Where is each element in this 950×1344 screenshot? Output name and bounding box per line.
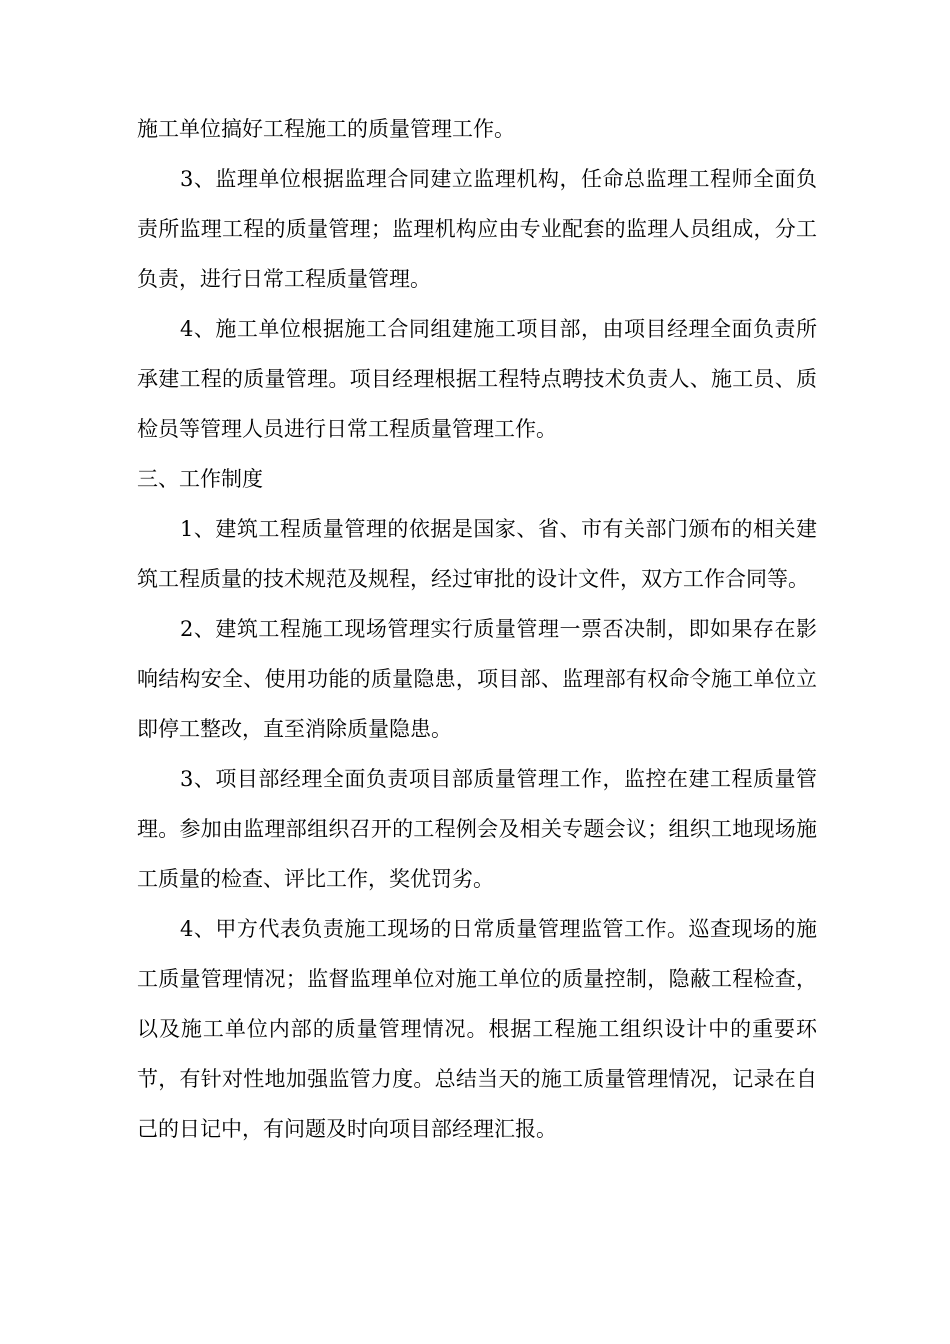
paragraph-rule-2: 2、建筑工程施工现场管理实行质量管理一票否决制，即如果存在影响结构安全、使用功能的质量隐患，项目部、监理部有权命令施工单位立即停工整改，直至消除质量隐患。 (137, 617, 817, 741)
paragraph-rule-4: 4、甲方代表负责施工现场的日常质量管理监管工作。巡查现场的施工质量管理情况；监督监理单位对施工单位的质量控制，隐蔽工程检查，以及施工单位内部的质量管理情况。根据工程施工组织设计中的重要环节，有针对性地加强监管力度。总结当天的施工质量管理情况，记录在自己的日记中，有问题及时向项目部经理汇报。 (137, 917, 817, 1141)
document-page (137, 104, 817, 1154)
section-heading-work-system: 三、工作制度 (137, 467, 263, 491)
paragraph-continuation: 施工单位搞好工程施工的质量管理工作。 (137, 117, 515, 141)
paragraph-rule-3: 3、项目部经理全面负责项目部质量管理工作，监控在建工程质量管理。参加由监理部组织召开的工程例会及相关专题会议；组织工地现场施工质量的检查、评比工作，奖优罚劣。 (137, 767, 817, 891)
paragraph-item-4-construction: 4、施工单位根据施工合同组建施工项目部，由项目经理全面负责所承建工程的质量管理。项目经理根据工程特点聘技术负责人、施工员、质检员等管理人员进行日常工程质量管理工作。 (137, 317, 817, 441)
paragraph-item-3-supervision: 3、监理单位根据监理合同建立监理机构，任命总监理工程师全面负责所监理工程的质量管理；监理机构应由专业配套的监理人员组成，分工负责，进行日常工程质量管理。 (137, 167, 817, 291)
paragraph-rule-1: 1、建筑工程质量管理的依据是国家、省、市有关部门颁布的相关建筑工程质量的技术规范及规程，经过审批的设计文件，双方工作合同等。 (137, 517, 817, 591)
